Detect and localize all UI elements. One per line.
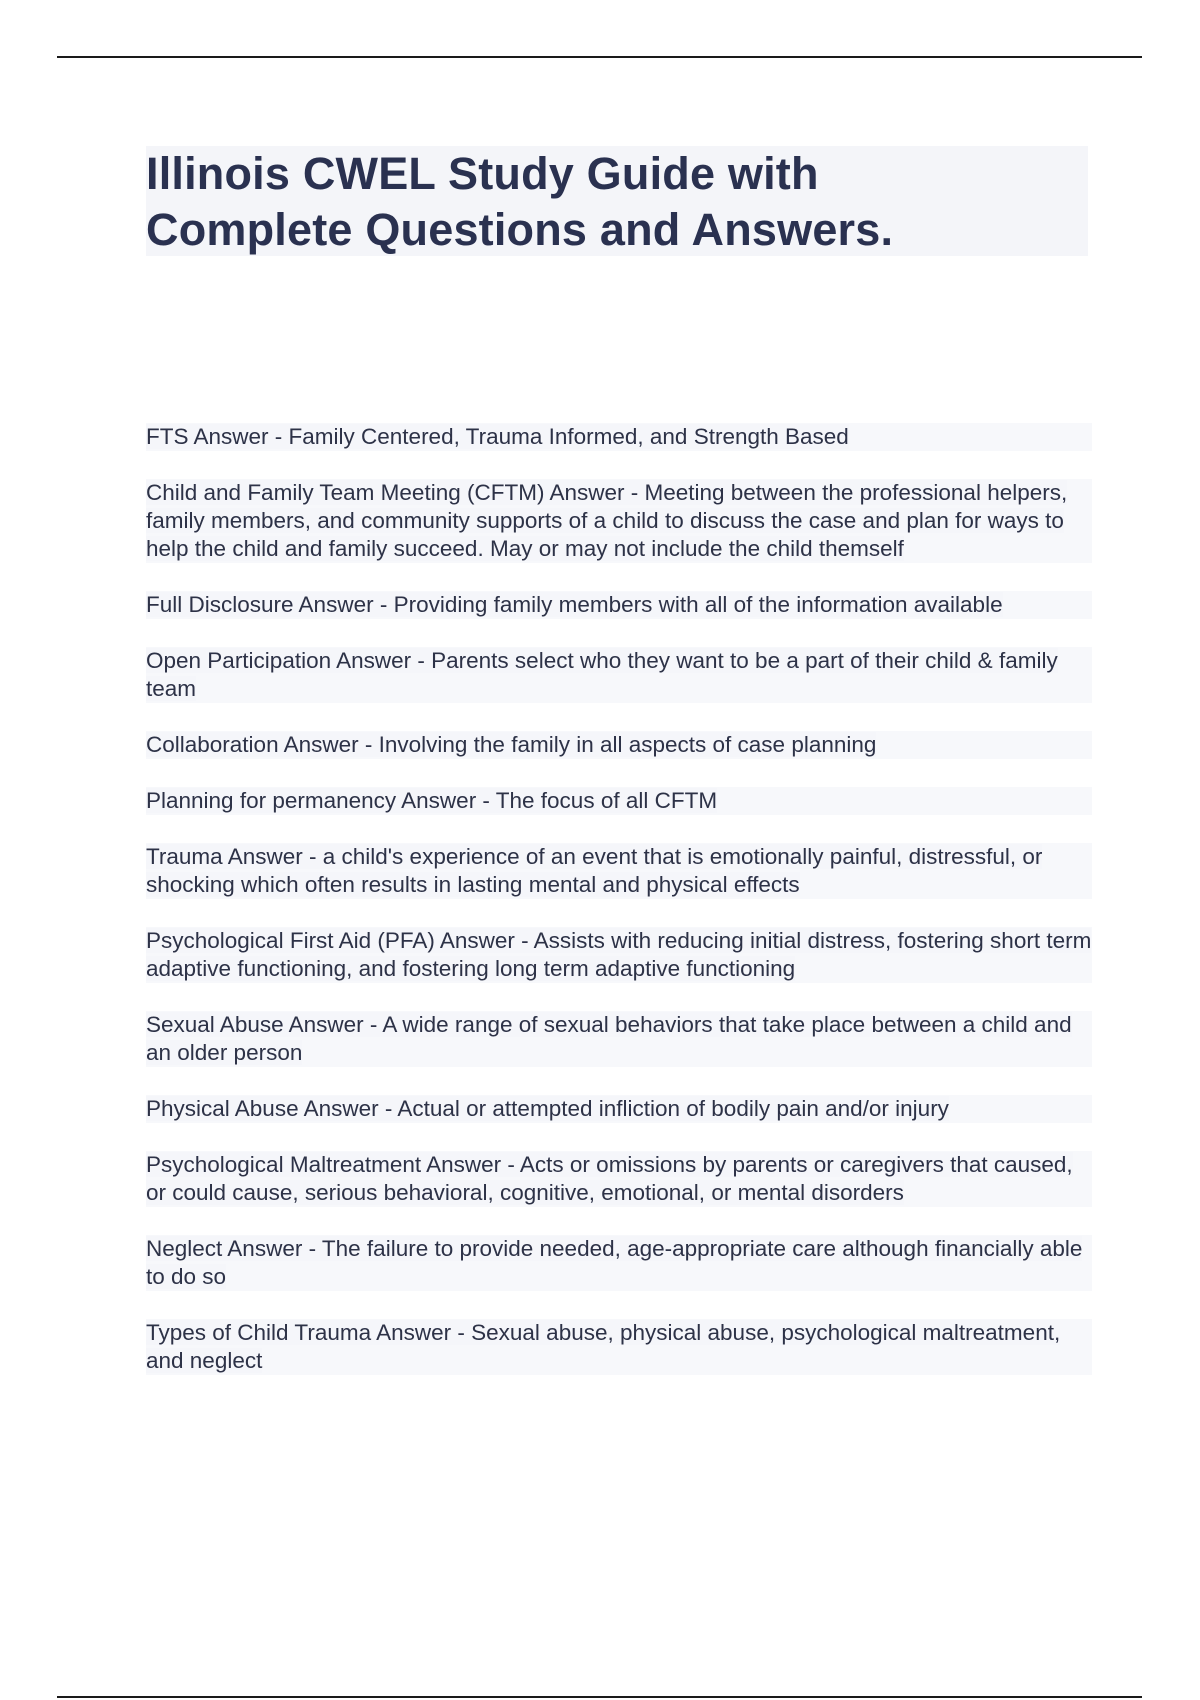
- qa-entry: Child and Family Team Meeting (CFTM) Answer - Meeting between the professional helpers, family members, and community supports of a child to discuss the case and plan for ways to help the child and family succeed. May or may not include the child themself: [146, 479, 1092, 563]
- qa-entry: Planning for permanency Answer - The focus of all CFTM: [146, 787, 1092, 815]
- qa-entry: Psychological Maltreatment Answer - Acts or omissions by parents or caregivers that caused, or could cause, serious behavioral, cognitive, emotional, or mental disorders: [146, 1151, 1092, 1207]
- qa-entry: Types of Child Trauma Answer - Sexual abuse, physical abuse, psychological maltreatment, and neglect: [146, 1319, 1092, 1375]
- qa-entry: Trauma Answer - a child's experience of an event that is emotionally painful, distressful, or shocking which often results in lasting mental and physical effects: [146, 843, 1092, 899]
- qa-entry: Open Participation Answer - Parents select who they want to be a part of their child & family team: [146, 647, 1092, 703]
- qa-entry: Full Disclosure Answer - Providing family members with all of the information available: [146, 591, 1092, 619]
- title-line-1: Illinois CWEL Study Guide with: [146, 148, 819, 199]
- header-rule: [57, 56, 1142, 58]
- qa-entry: FTS Answer - Family Centered, Trauma Informed, and Strength Based: [146, 423, 1092, 451]
- qa-entry: Physical Abuse Answer - Actual or attempted infliction of bodily pain and/or injury: [146, 1095, 1092, 1123]
- qa-list: [146, 423, 1092, 1403]
- qa-entry: Collaboration Answer - Involving the family in all aspects of case planning: [146, 731, 1092, 759]
- qa-entry: Sexual Abuse Answer - A wide range of sexual behaviors that take place between a child and an older person: [146, 1011, 1092, 1067]
- title-block: [146, 146, 1088, 256]
- footer-rule: [57, 1696, 1142, 1698]
- title-line-2: Complete Questions and Answers.: [146, 204, 894, 255]
- document-title: [146, 146, 1088, 258]
- qa-entry: Neglect Answer - The failure to provide needed, age-appropriate care although financially able to do so: [146, 1235, 1092, 1291]
- qa-entry: Psychological First Aid (PFA) Answer - Assists with reducing initial distress, fostering short term adaptive functioning, and fostering long term adaptive functioning: [146, 928, 1092, 981]
